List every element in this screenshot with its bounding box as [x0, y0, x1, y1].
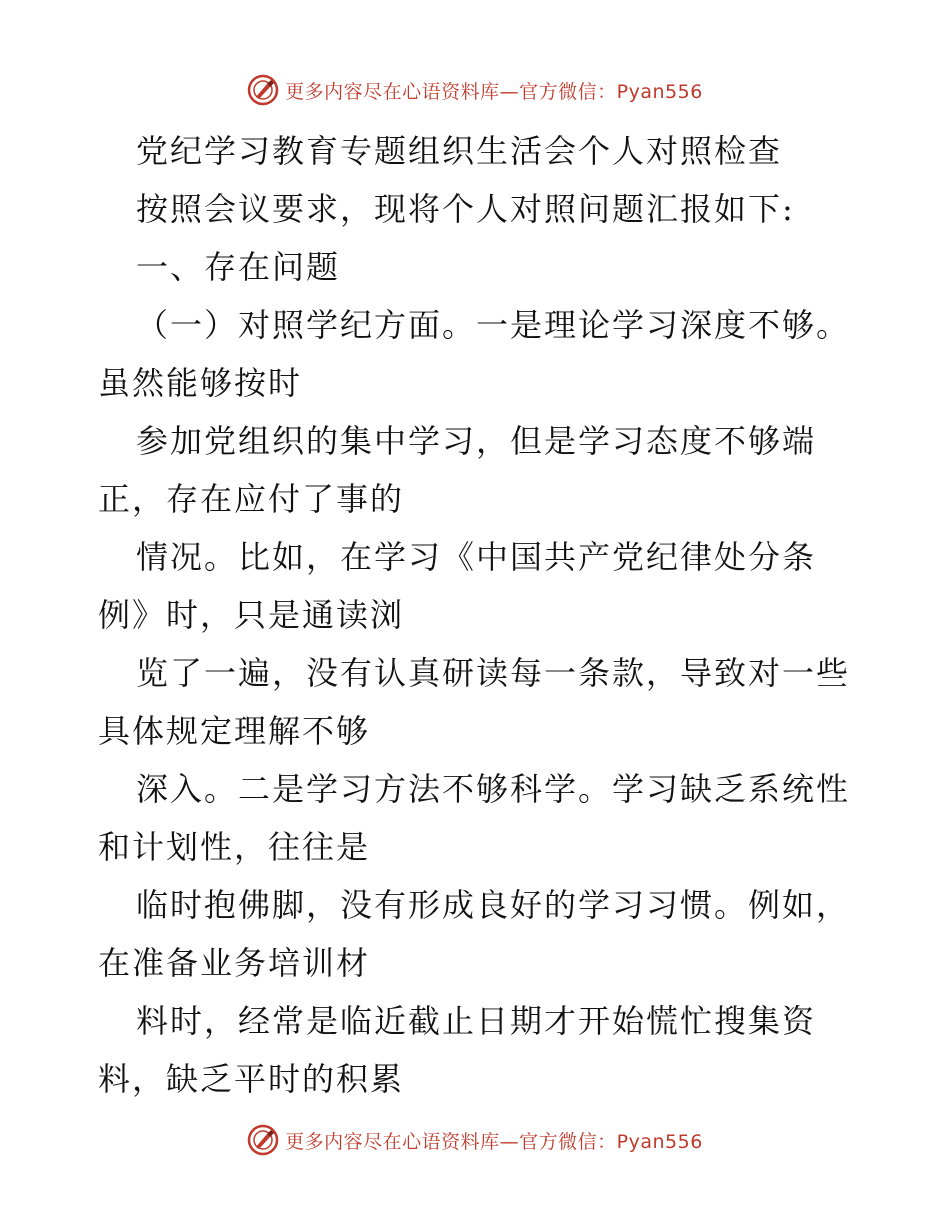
text-line: 览了一遍，没有认真研读每一条款，导致对一些	[136, 654, 851, 692]
text-line: 按照会议要求，现将个人对照问题汇报如下:	[136, 190, 795, 228]
document-body	[98, 122, 858, 1108]
text-line: （一）对照学纪方面。一是理论学习深度不够。	[136, 306, 851, 344]
text-line: 虽然能够按时	[98, 364, 303, 402]
pen-logo-icon	[247, 74, 279, 106]
text-line: 情况。比如，在学习《中国共产党纪律处分条	[136, 538, 817, 576]
text-line: 具体规定理解不够	[98, 712, 371, 750]
text-line: 在准备业务培训材	[98, 944, 371, 982]
text-line: 一、存在问题	[136, 248, 341, 286]
text-line: 料时，经常是临近截止日期才开始慌忙搜集资	[136, 1002, 817, 1040]
watermark-text: 更多内容尽在心语资料库—官方微信：Pyan556	[285, 80, 703, 103]
text-line: 例》时，只是通读浏	[98, 596, 405, 634]
text-line: 和计划性，往往是	[98, 828, 371, 866]
text-line: 临时抱佛脚，没有形成良好的学习习惯。例如，	[136, 886, 851, 924]
text-line: 正，存在应付了事的	[98, 480, 405, 518]
document-title: 党纪学习教育专题组织生活会个人对照检查	[136, 132, 783, 170]
watermark-text: 更多内容尽在心语资料库—官方微信：Pyan556	[285, 1130, 703, 1153]
footer-watermark	[0, 1120, 950, 1160]
header-watermark	[0, 70, 950, 110]
text-line: 参加党组织的集中学习，但是学习态度不够端	[136, 422, 817, 460]
pen-logo-icon	[247, 1124, 279, 1156]
text-line: 深入。二是学习方法不够科学。学习缺乏系统性	[136, 770, 851, 808]
text-line: 料，缺乏平时的积累	[98, 1060, 405, 1098]
